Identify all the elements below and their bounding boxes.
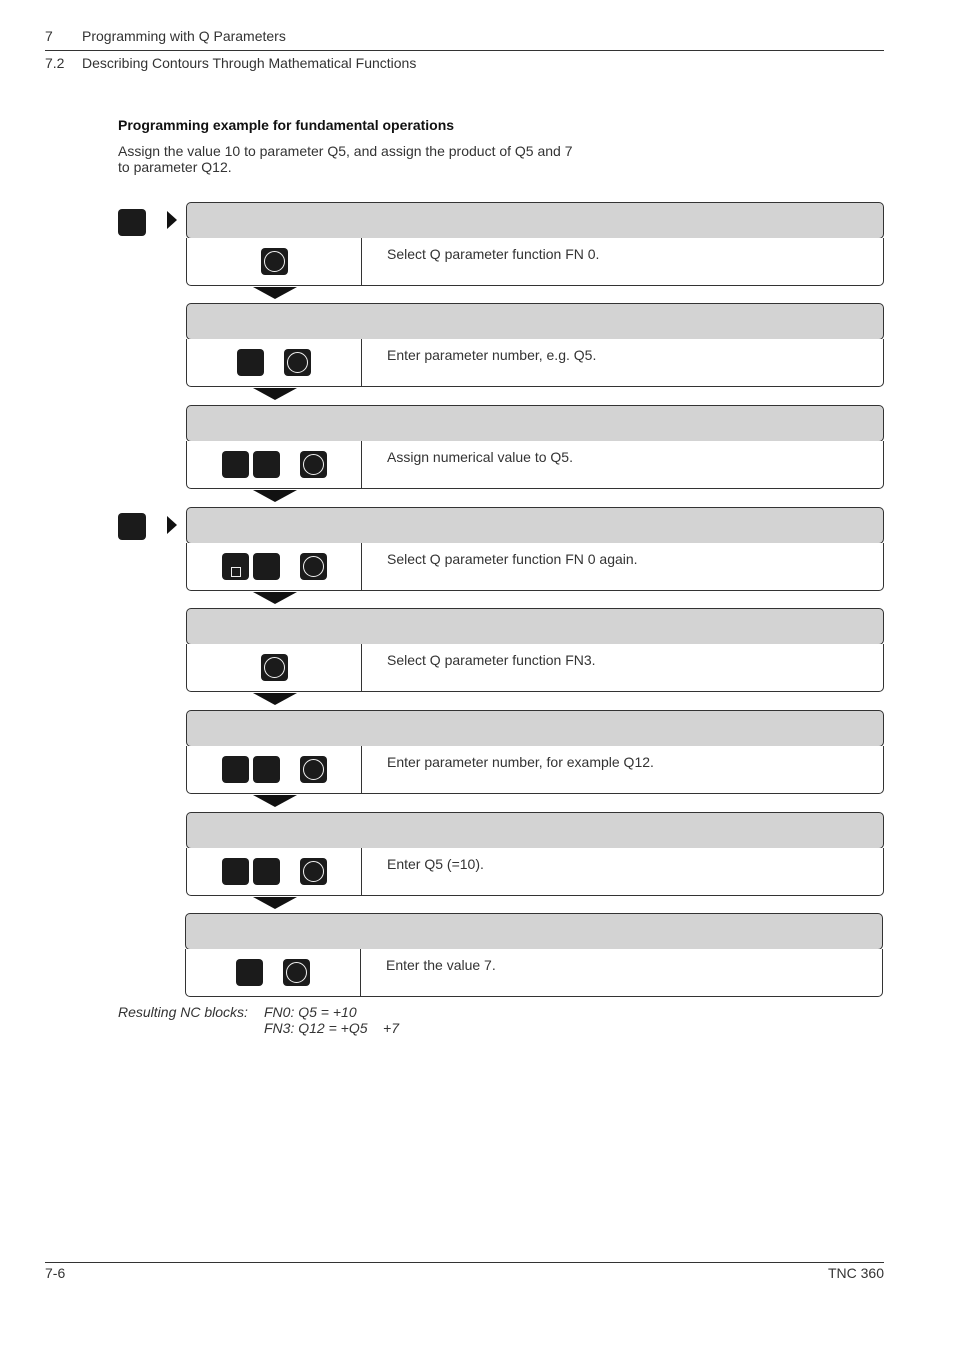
dialog-bar <box>186 608 884 645</box>
example-intro <box>118 143 618 175</box>
step-description: Select Q parameter function FN3. <box>387 652 596 668</box>
step-body <box>186 644 884 692</box>
step-description: Select Q parameter function FN 0. <box>387 246 600 262</box>
header-rule <box>45 50 884 51</box>
step-description: Enter parameter number, e.g. Q5. <box>387 347 597 363</box>
section-title: Describing Contours Through Mathematical Functions <box>82 55 417 71</box>
side-key-2 <box>118 513 146 540</box>
digit-key-icon <box>253 756 280 783</box>
digit-key-icon <box>222 756 249 783</box>
step-description: Enter parameter number, for example Q12. <box>387 754 654 770</box>
step-body <box>186 848 884 896</box>
chapter-title: Programming with Q Parameters <box>82 28 286 44</box>
step-description: Enter the value 7. <box>386 957 496 973</box>
step-body <box>186 543 884 591</box>
key-sequence <box>186 949 361 996</box>
product-name: TNC 360 <box>827 1265 884 1281</box>
circle-key-icon <box>284 349 311 376</box>
dialog-bar <box>186 202 884 239</box>
nc-block-2: FN3: Q12 = +Q5 +7 <box>264 1020 400 1036</box>
dialog-bar <box>186 812 884 849</box>
digit-key-icon <box>253 553 280 580</box>
side-arrow-icon-1 <box>167 211 177 229</box>
digit-key-icon <box>237 349 264 376</box>
step-6 <box>186 710 884 795</box>
down-arrow-icon <box>253 795 297 807</box>
step-body <box>185 949 883 997</box>
step-3 <box>186 405 884 490</box>
step-description: Enter Q5 (=10). <box>387 856 484 872</box>
side-arrow-icon-2 <box>167 516 177 534</box>
dialog-bar <box>186 405 884 442</box>
circle-key-icon <box>283 959 310 986</box>
step-7 <box>186 812 884 897</box>
dialog-bar <box>186 507 884 544</box>
step-body <box>186 238 884 286</box>
example-title: Programming example for fundamental operations <box>118 117 455 133</box>
step-5 <box>186 608 884 693</box>
key-sequence <box>187 644 362 691</box>
side-key-1 <box>118 209 146 236</box>
key-sequence <box>187 339 362 386</box>
step-1 <box>186 202 884 287</box>
circle-key-icon <box>261 654 288 681</box>
circle-key-icon <box>300 858 327 885</box>
step-8 <box>185 913 883 998</box>
footer-rule <box>45 1262 884 1263</box>
section-heading <box>45 55 416 71</box>
dialog-bar <box>186 303 884 340</box>
step-body <box>186 441 884 489</box>
section-number: 7.2 <box>45 55 65 71</box>
nc-block-1: FN0: Q5 = +10 <box>264 1004 357 1020</box>
step-body <box>186 339 884 387</box>
down-arrow-icon <box>253 287 297 299</box>
step-4 <box>186 507 884 592</box>
digit-key-icon <box>222 858 249 885</box>
step-2 <box>186 303 884 388</box>
dialog-bar <box>186 710 884 747</box>
down-arrow-icon <box>253 693 297 705</box>
intro-line-1: Assign the value 10 to parameter Q5, and assign the product of Q5 and 7 <box>118 143 573 159</box>
key-sequence <box>187 746 362 793</box>
circle-key-icon <box>300 756 327 783</box>
down-arrow-icon <box>253 897 297 909</box>
key-sequence <box>187 543 362 590</box>
square-key-icon <box>222 553 249 580</box>
intro-line-2: to parameter Q12. <box>118 159 232 175</box>
digit-key-icon <box>253 451 280 478</box>
circle-key-icon <box>261 248 288 275</box>
circle-key-icon <box>300 553 327 580</box>
step-body <box>186 746 884 794</box>
step-description: Assign numerical value to Q5. <box>387 449 573 465</box>
key-sequence <box>187 238 362 285</box>
digit-key-icon <box>236 959 263 986</box>
result-label: Resulting NC blocks: <box>118 1004 248 1020</box>
down-arrow-icon <box>253 592 297 604</box>
dialog-bar <box>185 913 883 950</box>
chapter-number: 7 <box>45 28 53 44</box>
key-sequence <box>187 441 362 488</box>
page-number: 7-6 <box>45 1265 66 1281</box>
down-arrow-icon <box>253 490 297 502</box>
step-description: Select Q parameter function FN 0 again. <box>387 551 638 567</box>
digit-key-icon <box>253 858 280 885</box>
down-arrow-icon <box>253 388 297 400</box>
circle-key-icon <box>300 451 327 478</box>
chapter-heading <box>45 28 286 44</box>
key-sequence <box>187 848 362 895</box>
digit-key-icon <box>222 451 249 478</box>
